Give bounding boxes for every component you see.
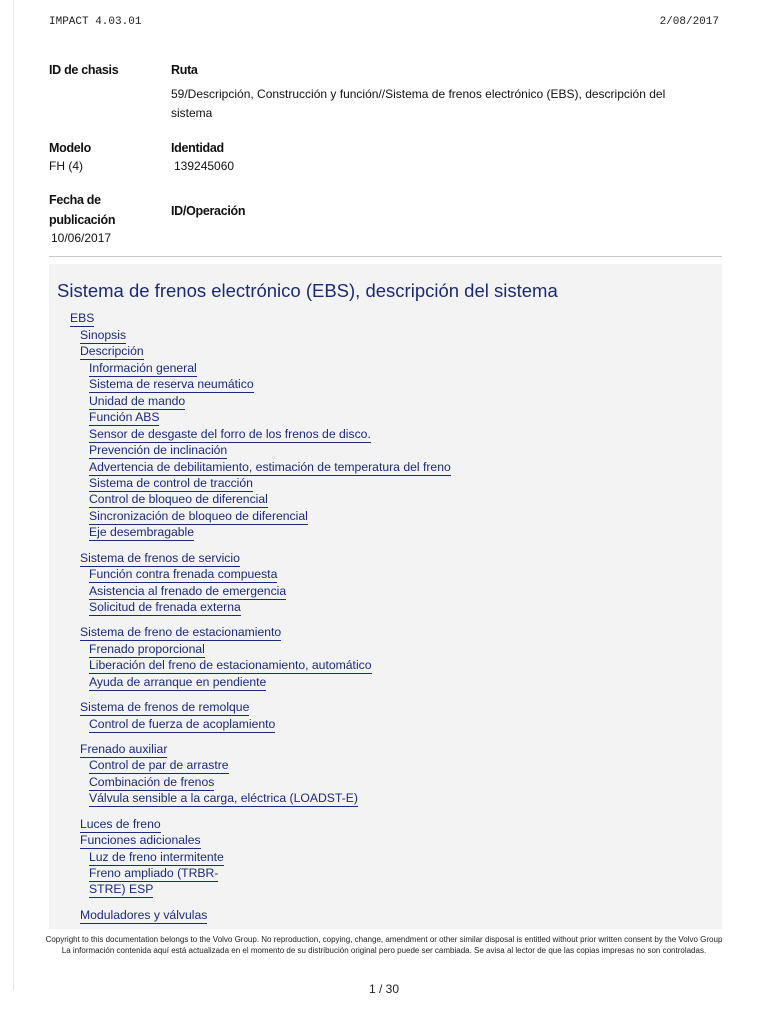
- toc-link[interactable]: Sistema de freno de estacionamiento: [80, 625, 282, 639]
- toc-link[interactable]: Asistencia al frenado de emergencia: [89, 584, 287, 598]
- toc-link[interactable]: Sistema de reserva neumático: [89, 377, 254, 391]
- toc-link[interactable]: Unidad de mando: [89, 394, 186, 408]
- route-label: Ruta: [171, 63, 198, 77]
- toc-link[interactable]: EBS: [70, 311, 95, 325]
- toc-link[interactable]: Frenado auxiliar: [80, 742, 168, 756]
- toc-link[interactable]: Control de par de arrastre: [89, 758, 229, 772]
- toc-link[interactable]: Liberación del freno de estacionamiento, automático: [89, 658, 372, 672]
- chassis-id-label: ID de chasis: [49, 63, 119, 77]
- publication-date-label-line1: Fecha de: [49, 193, 101, 207]
- toc-link[interactable]: Sincronización de bloqueo de diferencial: [89, 509, 308, 523]
- toc-link[interactable]: Control de bloqueo de diferencial: [89, 492, 268, 506]
- app-version: IMPACT 4.03.01: [49, 16, 142, 28]
- print-header: [49, 16, 719, 30]
- toc-link[interactable]: Combinación de frenos: [89, 775, 215, 789]
- print-date: 2/08/2017: [659, 16, 719, 28]
- toc-link[interactable]: Sensor de desgaste del forro de los frenos de disco.: [89, 427, 371, 441]
- toc-link[interactable]: Válvula sensible a la carga, eléctrica (LOADST-E): [89, 791, 358, 805]
- toc-link[interactable]: Eje desembragable: [89, 525, 195, 539]
- distribution-disclaimer: La información contenida aquí está actualizada en el momento de su distribución original pero puede ser cambiada. Se avisa al lector de que las copias impresas no son controladas.: [61, 946, 707, 955]
- publication-date-value: 10/06/2017: [51, 231, 112, 245]
- page-number: 1 / 30: [368, 982, 400, 996]
- model-label: Modelo: [49, 141, 91, 155]
- model-value: FH (4): [49, 159, 83, 173]
- identity-value: 139245060: [174, 159, 235, 173]
- copyright-notice: Copyright to this documentation belongs to the Volvo Group. No reproduction, copying, change, amendment or other similar disposal is entitled without prior written consent by the Volvo Group: [45, 935, 723, 944]
- toc-link[interactable]: Funciones adicionales: [80, 833, 201, 847]
- toc-link[interactable]: Prevención de inclinación: [89, 443, 228, 457]
- toc-link[interactable]: Sinopsis: [80, 328, 127, 342]
- document-panel: [49, 264, 722, 929]
- document-title: Sistema de frenos electrónico (EBS), descripción del sistema: [57, 280, 558, 301]
- toc-link[interactable]: Información general: [89, 361, 197, 375]
- toc-link[interactable]: Descripción: [80, 344, 144, 358]
- toc-link[interactable]: Sistema de frenos de remolque: [80, 700, 250, 714]
- toc-link[interactable]: Luz de freno intermitente: [89, 850, 224, 864]
- toc-link[interactable]: STRE) ESP: [89, 882, 154, 896]
- toc-link[interactable]: Sistema de frenos de servicio: [80, 551, 240, 565]
- route-value: 59/Descripción, Construcción y función//Sistema de frenos electrónico (EBS), descripción del sistema: [171, 87, 666, 120]
- toc-link[interactable]: Freno ampliado (TRBR-: [89, 866, 219, 880]
- publication-date-label-line2: publicación: [49, 213, 116, 227]
- toc-link[interactable]: Luces de freno: [80, 817, 161, 831]
- toc-link[interactable]: Frenado proporcional: [89, 642, 205, 656]
- identity-label: Identidad: [171, 141, 224, 155]
- toc-link[interactable]: Solicitud de frenada externa: [89, 600, 241, 614]
- toc-link[interactable]: Advertencia de debilitamiento, estimación de temperatura del freno: [89, 460, 451, 474]
- toc-link[interactable]: Función ABS: [89, 410, 160, 424]
- toc-link[interactable]: Ayuda de arranque en pendiente: [89, 675, 267, 689]
- footer: [0, 934, 768, 956]
- toc-link[interactable]: Control de fuerza de acoplamiento: [89, 717, 276, 731]
- toc-link[interactable]: Sistema de control de tracción: [89, 476, 253, 490]
- header-divider: [49, 256, 722, 257]
- toc-link[interactable]: Función contra frenada compuesta: [89, 567, 278, 581]
- operation-id-label: ID/Operación: [171, 204, 246, 218]
- page-left-rule: [13, 0, 14, 990]
- toc-link[interactable]: Moduladores y válvulas: [80, 908, 208, 922]
